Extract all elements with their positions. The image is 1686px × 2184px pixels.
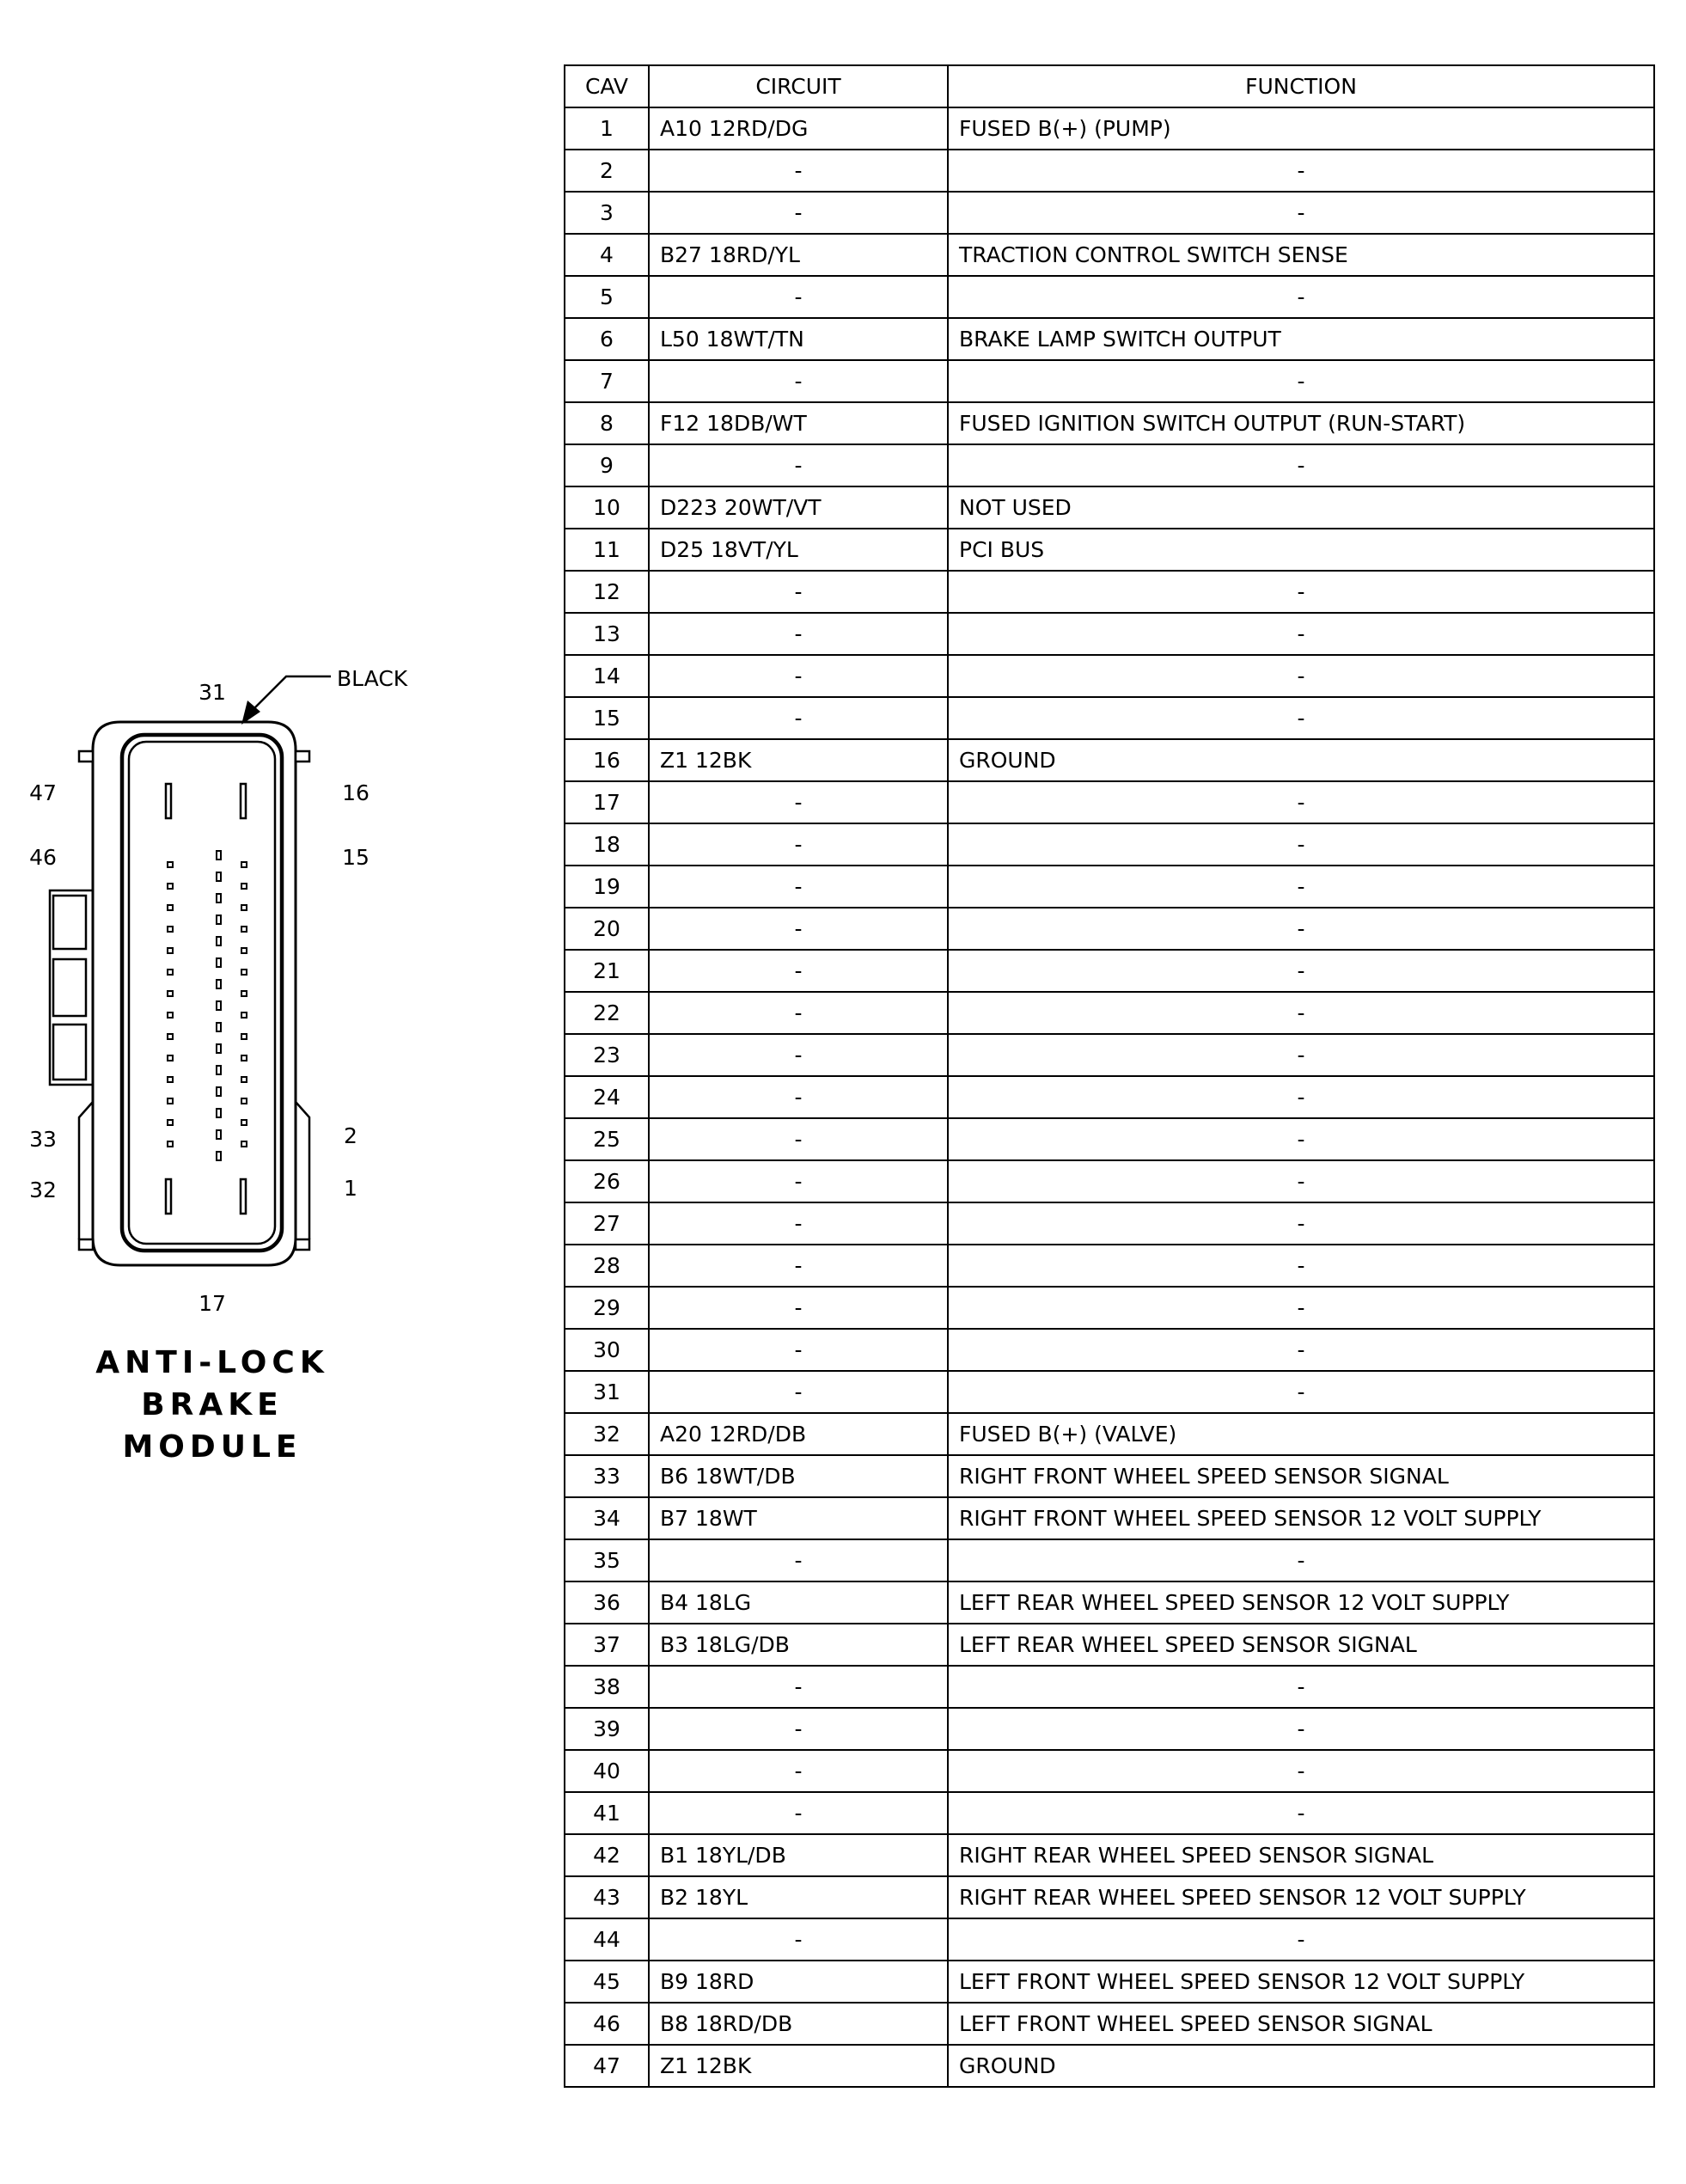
cav-cell: 30: [565, 1329, 649, 1371]
cav-cell: 35: [565, 1539, 649, 1581]
circuit-cell: B8 18RD/DB: [649, 2003, 948, 2045]
cav-cell: 37: [565, 1624, 649, 1666]
header-cav: CAV: [565, 65, 649, 107]
function-cell: -: [948, 1118, 1654, 1160]
table-row: [565, 823, 1654, 866]
circuit-cell: -: [649, 571, 948, 613]
table-row: [565, 1961, 1654, 2003]
function-cell: -: [948, 1287, 1654, 1329]
table-row: [565, 1371, 1654, 1413]
terminal-cavity: [168, 1120, 173, 1125]
function-cell: LEFT REAR WHEEL SPEED SENSOR SIGNAL: [948, 1624, 1654, 1666]
circuit-cell: -: [649, 992, 948, 1034]
circuit-cell: -: [649, 1371, 948, 1413]
table-row: [565, 529, 1654, 571]
terminal-cavity: [168, 1034, 173, 1039]
table-row: [565, 781, 1654, 823]
table-row: [565, 276, 1654, 318]
circuit-cell: -: [649, 150, 948, 192]
function-cell: TRACTION CONTROL SWITCH SENSE: [948, 234, 1654, 276]
table-row: [565, 107, 1654, 150]
cav-cell: 4: [565, 234, 649, 276]
side-lock-block-3: [53, 1025, 86, 1080]
terminal-cavity: [241, 1055, 247, 1061]
side-lock-block-1: [53, 896, 86, 949]
terminal-cavity: [168, 1077, 173, 1082]
table-header-row: [565, 65, 1654, 107]
table-row: [565, 402, 1654, 444]
cav-cell: 12: [565, 571, 649, 613]
terminal-cavity: [217, 1130, 221, 1139]
terminal-cavity: [241, 1077, 247, 1082]
table-row: [565, 1834, 1654, 1876]
function-cell: LEFT FRONT WHEEL SPEED SENSOR SIGNAL: [948, 2003, 1654, 2045]
function-cell: -: [948, 444, 1654, 486]
terminal-cavity: [217, 915, 221, 924]
terminal-cavity: [241, 1034, 247, 1039]
table-row: [565, 234, 1654, 276]
table-row: [565, 1539, 1654, 1581]
table-row: [565, 1413, 1654, 1455]
table-row: [565, 1118, 1654, 1160]
cav-cell: 23: [565, 1034, 649, 1076]
cav-cell: 26: [565, 1160, 649, 1202]
function-cell: -: [948, 360, 1654, 402]
cav-cell: 9: [565, 444, 649, 486]
function-cell: GROUND: [948, 739, 1654, 781]
table-row: [565, 1624, 1654, 1666]
terminal-cavity: [168, 862, 173, 867]
side-rib-right: [296, 1102, 309, 1239]
cav-cell: 5: [565, 276, 649, 318]
function-cell: -: [948, 992, 1654, 1034]
function-cell: -: [948, 571, 1654, 613]
cav-cell: 25: [565, 1118, 649, 1160]
cav-cell: 22: [565, 992, 649, 1034]
table-row: [565, 1202, 1654, 1245]
function-cell: -: [948, 1202, 1654, 1245]
function-cell: LEFT FRONT WHEEL SPEED SENSOR 12 VOLT SUPPLY: [948, 1961, 1654, 2003]
table-row: [565, 1287, 1654, 1329]
table-row: [565, 655, 1654, 697]
circuit-cell: Z1 12BK: [649, 739, 948, 781]
function-cell: -: [948, 823, 1654, 866]
cav-cell: 3: [565, 192, 649, 234]
terminal-cavity: [168, 1012, 173, 1018]
table-row: [565, 1750, 1654, 1792]
function-cell: -: [948, 1329, 1654, 1371]
circuit-cell: -: [649, 192, 948, 234]
function-cell: -: [948, 655, 1654, 697]
small-terminal-grid: [168, 851, 247, 1160]
table-row: [565, 739, 1654, 781]
cav-cell: 2: [565, 150, 649, 192]
pin-label-2: 2: [344, 1123, 357, 1148]
terminal-cavity: [241, 884, 247, 889]
pin-label-15: 15: [342, 845, 370, 870]
table-row: [565, 1076, 1654, 1118]
terminal-cavity: [241, 1141, 247, 1147]
table-row: [565, 150, 1654, 192]
terminal-cavity: [217, 1023, 221, 1031]
table-row: [565, 192, 1654, 234]
circuit-cell: Z1 12BK: [649, 2045, 948, 2087]
cav-cell: 14: [565, 655, 649, 697]
circuit-cell: -: [649, 1666, 948, 1708]
table-row: [565, 2003, 1654, 2045]
cav-cell: 34: [565, 1497, 649, 1539]
terminal-cavity: [241, 948, 247, 953]
side-rib-left: [79, 1102, 93, 1239]
pin-label-17: 17: [199, 1291, 226, 1316]
table-row: [565, 1329, 1654, 1371]
circuit-cell: -: [649, 1287, 948, 1329]
cav-cell: 36: [565, 1581, 649, 1624]
table-row: [565, 318, 1654, 360]
table-row: [565, 1497, 1654, 1539]
function-cell: -: [948, 1034, 1654, 1076]
cav-cell: 31: [565, 1371, 649, 1413]
terminal-cavity: [217, 894, 221, 902]
circuit-cell: -: [649, 908, 948, 950]
large-terminal-16: [241, 784, 246, 818]
terminal-cavity: [168, 927, 173, 932]
cav-cell: 18: [565, 823, 649, 866]
table-row: [565, 486, 1654, 529]
table-row: [565, 1792, 1654, 1834]
table-row: [565, 866, 1654, 908]
cav-cell: 44: [565, 1918, 649, 1961]
cav-cell: 20: [565, 908, 649, 950]
mount-tab-left-top: [79, 751, 93, 762]
terminal-cavity: [217, 1044, 221, 1053]
cav-cell: 32: [565, 1413, 649, 1455]
table-row: [565, 613, 1654, 655]
function-cell: -: [948, 781, 1654, 823]
cav-cell: 43: [565, 1876, 649, 1918]
cav-cell: 11: [565, 529, 649, 571]
function-cell: PCI BUS: [948, 529, 1654, 571]
function-cell: -: [948, 1245, 1654, 1287]
circuit-cell: A10 12RD/DG: [649, 107, 948, 150]
circuit-cell: -: [649, 1708, 948, 1750]
table-row: [565, 2045, 1654, 2087]
table-row: [565, 908, 1654, 950]
terminal-cavity: [217, 1109, 221, 1117]
cav-cell: 39: [565, 1708, 649, 1750]
function-cell: -: [948, 697, 1654, 739]
circuit-cell: B6 18WT/DB: [649, 1455, 948, 1497]
cav-cell: 40: [565, 1750, 649, 1792]
function-cell: RIGHT FRONT WHEEL SPEED SENSOR 12 VOLT SUPPLY: [948, 1497, 1654, 1539]
terminal-cavity: [168, 1055, 173, 1061]
terminal-cavity: [241, 905, 247, 910]
cav-cell: 13: [565, 613, 649, 655]
function-cell: -: [948, 1160, 1654, 1202]
terminal-cavity: [217, 937, 221, 945]
mount-tab-left-bottom: [79, 1239, 93, 1250]
circuit-cell: D223 20WT/VT: [649, 486, 948, 529]
table-row: [565, 1876, 1654, 1918]
large-terminal-32: [166, 1179, 171, 1214]
terminal-cavity: [217, 851, 221, 860]
circuit-cell: -: [649, 613, 948, 655]
function-cell: RIGHT FRONT WHEEL SPEED SENSOR SIGNAL: [948, 1455, 1654, 1497]
circuit-cell: -: [649, 781, 948, 823]
function-cell: LEFT REAR WHEEL SPEED SENSOR 12 VOLT SUPPLY: [948, 1581, 1654, 1624]
terminal-cavity: [217, 1087, 221, 1096]
cav-cell: 42: [565, 1834, 649, 1876]
function-cell: NOT USED: [948, 486, 1654, 529]
circuit-cell: -: [649, 950, 948, 992]
circuit-cell: -: [649, 1034, 948, 1076]
circuit-cell: B3 18LG/DB: [649, 1624, 948, 1666]
table-row: [565, 992, 1654, 1034]
circuit-cell: D25 18VT/YL: [649, 529, 948, 571]
table-row: [565, 360, 1654, 402]
module-title-line-1: ANTI-LOCK: [95, 1345, 329, 1380]
terminal-cavity: [168, 1098, 173, 1104]
cav-cell: 46: [565, 2003, 649, 2045]
circuit-cell: -: [649, 276, 948, 318]
function-cell: -: [948, 1076, 1654, 1118]
connector-diagram: [0, 0, 550, 1513]
function-cell: -: [948, 908, 1654, 950]
pin-label-32: 32: [29, 1178, 57, 1202]
pin-label-46: 46: [29, 845, 57, 870]
large-terminal-47: [166, 784, 171, 818]
circuit-cell: B4 18LG: [649, 1581, 948, 1624]
terminal-cavity: [168, 991, 173, 996]
function-cell: -: [948, 1666, 1654, 1708]
terminal-cavity: [241, 970, 247, 975]
header-circuit: CIRCUIT: [649, 65, 948, 107]
circuit-cell: L50 18WT/TN: [649, 318, 948, 360]
table-row: [565, 1245, 1654, 1287]
cav-cell: 7: [565, 360, 649, 402]
circuit-cell: -: [649, 1202, 948, 1245]
pin-label-47: 47: [29, 780, 57, 805]
terminal-cavity: [241, 1120, 247, 1125]
cav-cell: 27: [565, 1202, 649, 1245]
connector-inner-outline-2: [129, 742, 275, 1244]
terminal-cavity: [241, 991, 247, 996]
pin-label-16: 16: [342, 780, 370, 805]
circuit-cell: -: [649, 1329, 948, 1371]
connector-color-label: BLACK: [337, 666, 408, 691]
mount-tab-right-bottom: [296, 1239, 309, 1250]
circuit-cell: -: [649, 1792, 948, 1834]
circuit-cell: -: [649, 655, 948, 697]
table-row: [565, 1581, 1654, 1624]
terminal-cavity: [168, 970, 173, 975]
cav-cell: 45: [565, 1961, 649, 2003]
large-terminal-1: [241, 1179, 246, 1214]
terminal-cavity: [241, 1012, 247, 1018]
function-cell: FUSED B(+) (PUMP): [948, 107, 1654, 150]
circuit-cell: -: [649, 1118, 948, 1160]
circuit-cell: -: [649, 823, 948, 866]
function-cell: -: [948, 1918, 1654, 1961]
cav-cell: 33: [565, 1455, 649, 1497]
terminal-cavity: [217, 1152, 221, 1160]
pin-label-31: 31: [199, 680, 226, 705]
terminal-cavity: [217, 1066, 221, 1074]
cav-cell: 28: [565, 1245, 649, 1287]
header-function: FUNCTION: [948, 65, 1654, 107]
terminal-cavity: [168, 1141, 173, 1147]
function-cell: -: [948, 1750, 1654, 1792]
circuit-cell: B7 18WT: [649, 1497, 948, 1539]
pin-label-33: 33: [29, 1127, 57, 1152]
function-cell: FUSED IGNITION SWITCH OUTPUT (RUN-START): [948, 402, 1654, 444]
table-row: [565, 1455, 1654, 1497]
function-cell: RIGHT REAR WHEEL SPEED SENSOR 12 VOLT SUPPLY: [948, 1876, 1654, 1918]
side-lock-block-2: [53, 959, 86, 1016]
function-cell: -: [948, 1792, 1654, 1834]
terminal-cavity: [241, 862, 247, 867]
function-cell: GROUND: [948, 2045, 1654, 2087]
circuit-cell: B1 18YL/DB: [649, 1834, 948, 1876]
cav-cell: 16: [565, 739, 649, 781]
cav-cell: 47: [565, 2045, 649, 2087]
cav-cell: 21: [565, 950, 649, 992]
table-row: [565, 1160, 1654, 1202]
table-row: [565, 1708, 1654, 1750]
terminal-cavity: [217, 980, 221, 988]
circuit-cell: -: [649, 1918, 948, 1961]
circuit-cell: B27 18RD/YL: [649, 234, 948, 276]
function-cell: -: [948, 1539, 1654, 1581]
cav-cell: 41: [565, 1792, 649, 1834]
pinout-table: [564, 64, 1655, 2088]
terminal-cavity: [168, 905, 173, 910]
cav-cell: 38: [565, 1666, 649, 1708]
cav-cell: 17: [565, 781, 649, 823]
mount-tab-right-top: [296, 751, 309, 762]
table-row: [565, 1666, 1654, 1708]
circuit-cell: -: [649, 1160, 948, 1202]
circuit-cell: -: [649, 697, 948, 739]
cav-cell: 24: [565, 1076, 649, 1118]
function-cell: -: [948, 1371, 1654, 1413]
circuit-cell: -: [649, 1245, 948, 1287]
circuit-cell: -: [649, 1076, 948, 1118]
module-title-line-3: MODULE: [122, 1429, 302, 1465]
table-row: [565, 950, 1654, 992]
cav-cell: 1: [565, 107, 649, 150]
terminal-cavity: [241, 1098, 247, 1104]
circuit-cell: B2 18YL: [649, 1876, 948, 1918]
terminal-cavity: [168, 884, 173, 889]
function-cell: FUSED B(+) (VALVE): [948, 1413, 1654, 1455]
terminal-cavity: [217, 1001, 221, 1010]
terminal-cavity: [168, 948, 173, 953]
circuit-cell: A20 12RD/DB: [649, 1413, 948, 1455]
cav-cell: 19: [565, 866, 649, 908]
function-cell: RIGHT REAR WHEEL SPEED SENSOR SIGNAL: [948, 1834, 1654, 1876]
function-cell: -: [948, 613, 1654, 655]
function-cell: BRAKE LAMP SWITCH OUTPUT: [948, 318, 1654, 360]
circuit-cell: -: [649, 360, 948, 402]
table-row: [565, 1034, 1654, 1076]
circuit-cell: -: [649, 1750, 948, 1792]
function-cell: -: [948, 950, 1654, 992]
circuit-cell: -: [649, 1539, 948, 1581]
module-title-line-2: BRAKE: [141, 1387, 284, 1422]
cav-cell: 8: [565, 402, 649, 444]
pin-label-1: 1: [344, 1176, 357, 1201]
terminal-cavity: [241, 927, 247, 932]
circuit-cell: -: [649, 444, 948, 486]
circuit-cell: F12 18DB/WT: [649, 402, 948, 444]
black-callout-leader: [253, 676, 331, 710]
table-row: [565, 1918, 1654, 1961]
terminal-cavity: [217, 958, 221, 967]
function-cell: -: [948, 276, 1654, 318]
function-cell: -: [948, 1708, 1654, 1750]
cav-cell: 6: [565, 318, 649, 360]
cav-cell: 10: [565, 486, 649, 529]
connector-inner-outline: [122, 735, 282, 1251]
function-cell: -: [948, 866, 1654, 908]
table-row: [565, 697, 1654, 739]
table-row: [565, 444, 1654, 486]
function-cell: -: [948, 150, 1654, 192]
circuit-cell: B9 18RD: [649, 1961, 948, 2003]
terminal-cavity: [217, 872, 221, 881]
table-row: [565, 571, 1654, 613]
function-cell: -: [948, 192, 1654, 234]
cav-cell: 15: [565, 697, 649, 739]
circuit-cell: -: [649, 866, 948, 908]
cav-cell: 29: [565, 1287, 649, 1329]
